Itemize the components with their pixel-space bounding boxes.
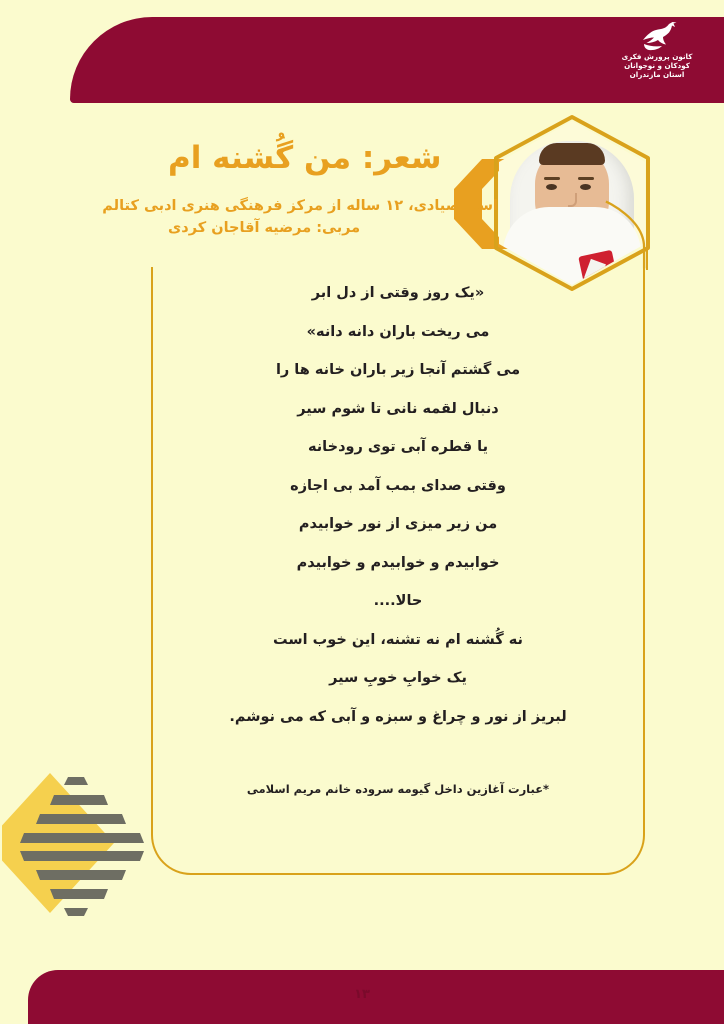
mentor-line: مربی: مرضیه آقاجان کردی [168, 220, 361, 237]
poem-line: می گشتم آنجا زیر باران خانه ها را [275, 362, 521, 379]
poem-line: خوابیدم و خوابیدم و خوابیدم [296, 554, 500, 571]
poem-line: دنبال لقمه نانی تا شوم سیر [297, 400, 499, 417]
poem-body [151, 286, 645, 748]
poem-line: نه گُشنه ام نه تشنه، این خوب است [273, 631, 523, 648]
poem-line: وقتی صدای بمب آمد بی اجازه [290, 477, 506, 494]
article-header [102, 139, 498, 240]
poem-line: یا قطره آبی توی رودخانه [307, 439, 489, 456]
poem-line: می ریخت باران دانه دانه» [306, 323, 490, 340]
page-title: شعر: من گُشنه ام [168, 140, 442, 176]
poem-line: «یک روز وقتی از دل ابر [311, 285, 485, 301]
poem-line: من زیر میزی از نور خوابیدم [298, 516, 498, 533]
page-number: ۱۳ [354, 987, 370, 1002]
logo-line-3: استان مازندران [629, 69, 685, 79]
logo-line-2: کودکان و نوجوانان [624, 60, 690, 70]
dove-logo-icon [634, 22, 680, 52]
organization-logo [614, 22, 700, 96]
poem-line: یک خوابِ خوبِ سیر [329, 670, 467, 687]
poem-line: لبریز از نور و چراغ و سبزه و آبی که می نوشم. [229, 708, 567, 725]
frame-curve-decoration [604, 198, 648, 270]
poem-line: حالا.... [373, 593, 423, 610]
poem-footnote: *عبارت آغازین داخل گیومه سروده خانم مریم اسلامی [246, 782, 550, 796]
author-line: اسرا صیادی، ۱۲ ساله از مرکز فرهنگی هنری ادبی کتالم [102, 197, 498, 214]
diamond-stripes-decoration [2, 765, 162, 925]
logo-line-1: کانون پرورش فکری [621, 52, 693, 61]
